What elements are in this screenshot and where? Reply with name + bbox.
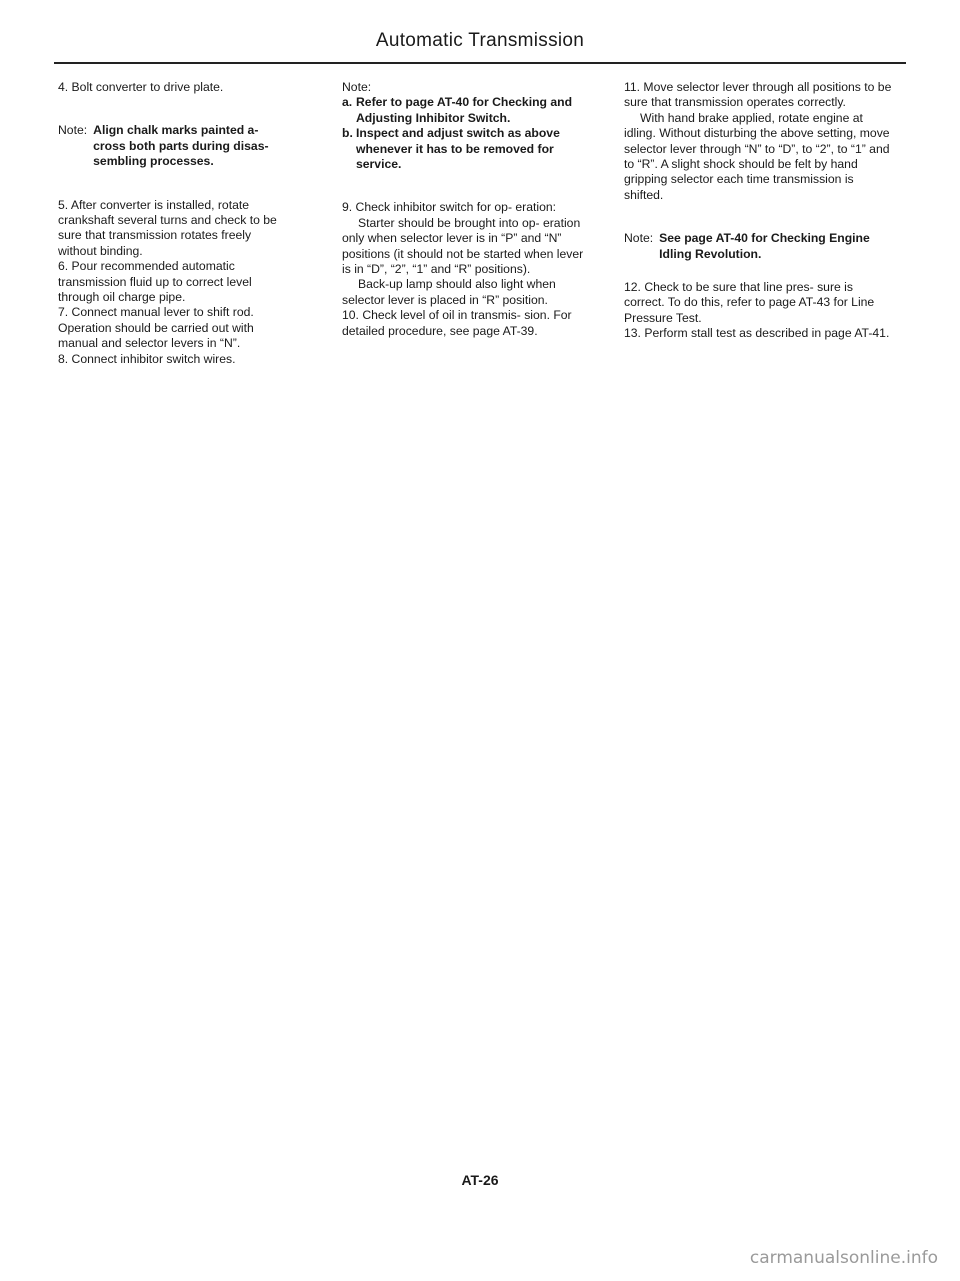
page-header-title: Automatic Transmission bbox=[375, 30, 585, 51]
step-12: 12. Check to be sure that line pres- sure is correct. To do this, refer to page AT-43 for Line Pressure Test. bbox=[624, 280, 875, 325]
note-text: Align chalk marks painted a- cross both parts during disas- sembling processes. bbox=[93, 123, 269, 169]
step-4: 4. Bolt converter to drive plate. bbox=[58, 80, 224, 94]
step-8: 8. Connect inhibitor switch wires. bbox=[58, 351, 236, 366]
step-11: 11. Move selector lever through all positions to be sure that transmission operates correctly. bbox=[624, 80, 892, 110]
step-9: 9. Check inhibitor switch for op- eration: bbox=[342, 200, 557, 215]
note-item-a-key: a. bbox=[342, 95, 353, 110]
header-rule bbox=[54, 62, 906, 64]
step-10: 10. Check level of oil in transmis- sion. For detailed procedure, see page AT-39. bbox=[342, 308, 572, 338]
column-right bbox=[624, 80, 894, 342]
page-number: AT-26 bbox=[461, 1172, 499, 1188]
column-left bbox=[58, 80, 288, 367]
watermark: carmanualsonline.info bbox=[749, 1248, 938, 1268]
step-13: 13. Perform stall test as described in page AT-41. bbox=[624, 326, 890, 341]
step-11-detail: With hand brake applied, rotate engine at idling. Without disturbing the above setting, move selector lever through “N” to “D”, to “2”, to “1” and to “R”. A slight shock should be felt by hand gripping selector each time transmission is shifted. bbox=[624, 110, 890, 202]
column-middle bbox=[342, 80, 587, 339]
note-item-b-text: Inspect and adjust switch as above whenever it has to be removed for service. bbox=[356, 126, 560, 172]
step-7: 7. Connect manual lever to shift rod. Operation should be carried out with manual and selector levers in “N”. bbox=[58, 305, 254, 351]
note-idling bbox=[624, 231, 894, 262]
note-label: Note: bbox=[624, 231, 654, 246]
note-item-a bbox=[342, 95, 587, 126]
step-6: 6. Pour recommended automatic transmission fluid up to correct level through oil charge pipe. bbox=[58, 259, 252, 305]
note-align-chalk bbox=[58, 123, 288, 169]
note-text: See page AT-40 for Checking Engine Idling Revolution. bbox=[659, 231, 870, 261]
note-item-b-key: b. bbox=[342, 126, 353, 141]
note-label: Note: bbox=[342, 80, 372, 94]
step-5: 5. After converter is installed, rotate crankshaft several turns and check to be sure that transmission rotates freely without binding. bbox=[58, 197, 277, 258]
note-item-a-text: Refer to page AT-40 for Checking and Adjusting Inhibitor Switch. bbox=[356, 95, 573, 125]
step-9-backup: Back-up lamp should also light when selector lever is placed in “R” position. bbox=[342, 277, 556, 307]
note-item-b bbox=[342, 126, 587, 172]
note-label: Note: bbox=[58, 123, 88, 138]
step-9-detail: Starter should be brought into op- eration only when selector lever is in “P” and “N” positions (it should not be started when lever is in “D”, “2”, “1” and “R” positions). bbox=[342, 215, 584, 277]
